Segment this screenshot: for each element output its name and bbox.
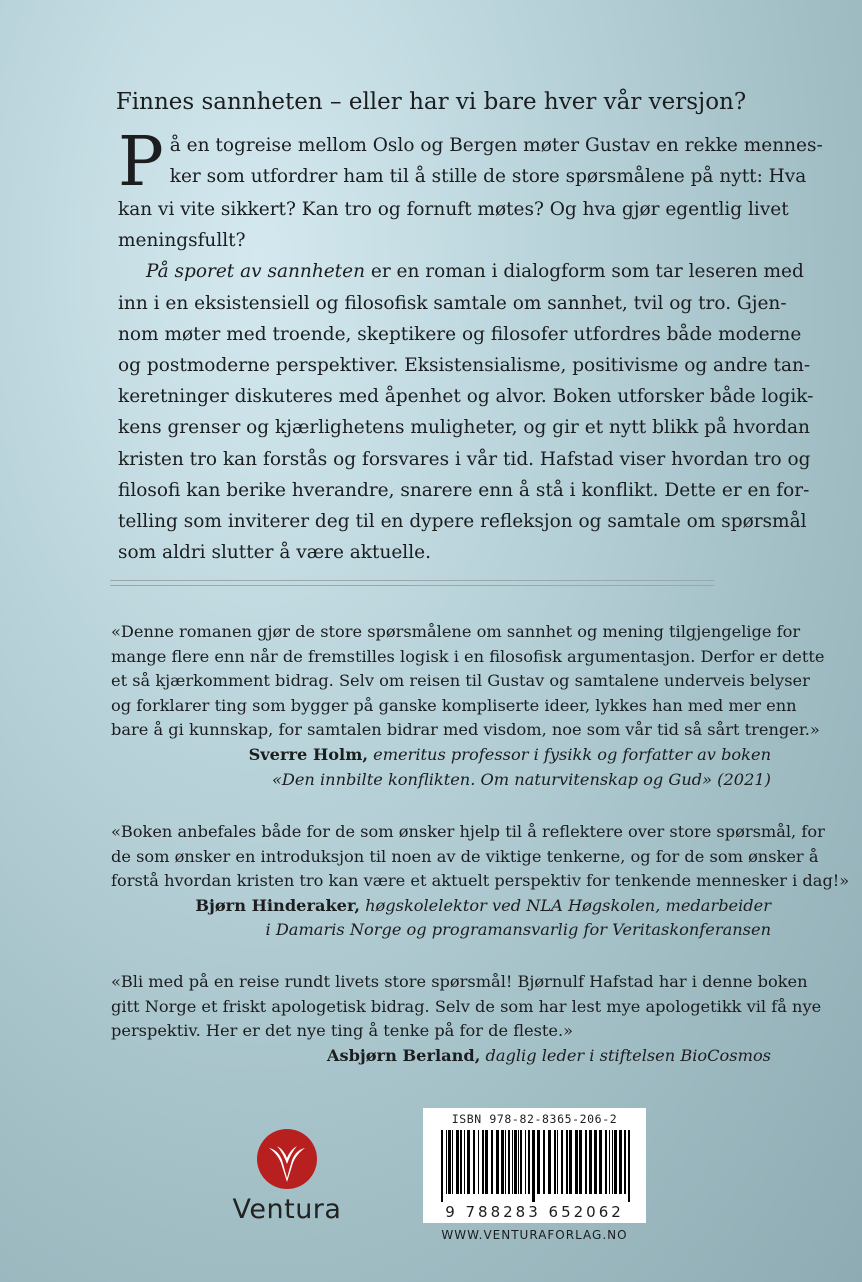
barcode-bar xyxy=(467,1130,470,1194)
quote-role: emeritus professor i fysikk og forfatter av boken xyxy=(367,744,771,764)
barcode-bar xyxy=(609,1130,610,1194)
intro-line xyxy=(118,256,804,287)
intro-line: og postmoderne perspektiver. Eksistensialisme, positivisme og andre tan- xyxy=(118,354,811,376)
barcode-bar xyxy=(599,1130,602,1194)
barcode-bar xyxy=(537,1130,540,1194)
barcode-bar xyxy=(512,1130,513,1194)
barcode-bar xyxy=(532,1130,535,1202)
quote-bjorn-hinderaker xyxy=(111,820,850,943)
barcode-bar xyxy=(514,1130,517,1194)
barcode-bar xyxy=(594,1130,597,1194)
barcode-bar xyxy=(624,1130,626,1194)
barcode-bar xyxy=(561,1130,563,1194)
barcode-bar xyxy=(460,1130,462,1194)
quote-line: «Bli med på en reise rundt livets store spørsmål! Bjørnulf Hafstad har i denne boken xyxy=(111,972,808,991)
barcode-bar xyxy=(589,1130,592,1194)
barcode-bar xyxy=(485,1130,488,1194)
barcode-bar xyxy=(569,1130,572,1194)
barcode-bar xyxy=(441,1130,443,1202)
publisher-name: Ventura xyxy=(232,1194,342,1225)
quote-sverre-holm xyxy=(111,620,825,792)
barcode-bar xyxy=(452,1130,453,1194)
barcode-bar xyxy=(619,1130,622,1194)
barcode-bar xyxy=(491,1130,493,1194)
quote-line: perspektiv. Her er det nye ting å tenke på for de fleste.» xyxy=(111,1021,574,1041)
barcode-bar xyxy=(496,1130,499,1194)
headline: Finnes sannheten – eller har vi bare hver vår versjon? xyxy=(115,89,747,115)
quote-line: «Boken anbefales både for de som ønsker hjelp til å reflektere over store spørsmål, for xyxy=(111,822,825,841)
quote-attribution xyxy=(111,1044,771,1069)
barcode-bar xyxy=(579,1130,582,1194)
isbn-barcode xyxy=(423,1108,646,1223)
barcode-bar xyxy=(456,1130,459,1194)
barcode-bar xyxy=(473,1130,475,1194)
intro-line: ker som utfordrer ham til å stille de store spørsmålene på nytt: Hva xyxy=(169,166,807,188)
quote-author: Sverre Holm, xyxy=(248,744,368,764)
quote-line: «Denne romanen gjør de store spørsmålene om sannhet og mening tilgjengelige for xyxy=(111,622,801,641)
intro-line: filosofi kan berike hverandre, snarere enn å stå i konflikt. Dette er en for- xyxy=(118,479,810,501)
book-title: På sporet av sannheten xyxy=(146,261,365,283)
barcode-bar xyxy=(585,1130,587,1194)
barcode-bar xyxy=(520,1130,522,1194)
intro-line: meningsfullt? xyxy=(118,230,246,252)
barcode-bar xyxy=(528,1130,530,1194)
intro-text xyxy=(118,123,823,568)
drop-cap: P xyxy=(118,123,164,202)
intro-line: inn i en eksistensiell og filosofisk samtale om sannhet, tvil og tro. Gjen- xyxy=(118,292,787,314)
barcode-bar xyxy=(508,1130,510,1194)
barcode-bar xyxy=(501,1130,504,1194)
intro-line: å en togreise mellom Oslo og Bergen møter Gustav en rekke mennes- xyxy=(169,135,823,156)
quote-attribution xyxy=(111,768,771,793)
quote-attribution xyxy=(111,918,771,943)
publisher-logo xyxy=(222,1128,352,1228)
quote-role: «Den innbilte konflikten. Om naturvitenskap og Gud» (2021) xyxy=(271,769,771,789)
barcode-bar xyxy=(628,1130,630,1202)
intro-line-rest: er en roman i dialogform som tar leseren med xyxy=(364,261,804,283)
ean-number: 9 788283 652062 xyxy=(445,1203,624,1221)
barcode-bar xyxy=(448,1130,451,1194)
barcode-bars xyxy=(427,1130,642,1202)
quote-line: mange flere enn når de fremstilles logisk i en filosofisk argumentasjon. Derfor er dette xyxy=(111,646,825,666)
intro-line: keretninger diskuteres med åpenhet og alvor. Boken utforsker både logik- xyxy=(118,386,814,408)
barcode-bar xyxy=(464,1130,465,1194)
quote-asbjorn-berland xyxy=(111,970,822,1068)
quote-line: gitt Norge et friskt apologetisk bidrag. Selv de som har lest mye apologetikk vil få nye xyxy=(111,996,822,1016)
isbn-label: ISBN 978-82-8365-206-2 xyxy=(451,1112,618,1126)
quote-line: forstå hvordan kristen tro kan være et aktuelt perspektiv for tenkende mennesker i dag!» xyxy=(111,871,850,891)
intro-line: telling som inviterer deg til en dypere refleksjon og samtale om spørsmål xyxy=(118,510,807,532)
barcode-bar xyxy=(543,1130,545,1194)
quote-attribution xyxy=(111,743,771,768)
quote-line: og forklarer ting som bygger på ganske kompliserte ideer, lykkes han med mer enn xyxy=(111,695,797,715)
intro-line: kan vi vite sikkert? Kan tro og fornuft møtes? Og hva gjør egentlig livet xyxy=(118,199,789,220)
quote-line: bare å gi kunnskap, for samtalen bidrar med visdom, noe som vår tid så sårt trenger.» xyxy=(111,720,820,740)
intro-line: kens grenser og kjærlighetens muligheter, og gir et nytt blikk på hvordan xyxy=(118,417,810,439)
quote-line: de som ønsker en introduksjon til noen av de viktige tenkerne, og for de som ønsker å xyxy=(111,846,819,866)
ventura-emblem-icon xyxy=(222,1128,352,1192)
barcode-bar xyxy=(525,1130,526,1194)
intro-line: kristen tro kan forstås og forsvares i vår tid. Hafstad viser hvordan tro og xyxy=(118,448,811,470)
quote-role: i Damaris Norge og programansvarlig for Veritaskonferansen xyxy=(265,920,771,940)
barcode-bar xyxy=(548,1130,551,1194)
barcode-bar xyxy=(566,1130,568,1194)
quote-author: Bjørn Hinderaker, xyxy=(195,895,360,915)
barcode-bar xyxy=(557,1130,558,1194)
intro-line: som aldri slutter å være aktuelle. xyxy=(118,542,431,564)
barcode-bar xyxy=(482,1130,484,1194)
barcode-bar xyxy=(478,1130,479,1194)
quote-attribution xyxy=(111,894,771,919)
barcode-bar xyxy=(446,1130,447,1194)
divider xyxy=(110,580,714,586)
barcode-bar xyxy=(612,1130,613,1194)
barcode-bar xyxy=(505,1130,506,1194)
barcode-bar xyxy=(614,1130,617,1194)
quote-line: et så kjærkomment bidrag. Selv om reisen til Gustav og samtalene underveis belyser xyxy=(111,671,810,691)
barcode-bar xyxy=(575,1130,578,1194)
barcode-bar xyxy=(605,1130,607,1194)
quote-role: høgskolelektor ved NLA Høgskolen, medarbeider xyxy=(359,895,771,915)
quote-role: daglig leder i stiftelsen BioCosmos xyxy=(480,1045,771,1065)
intro-line: nom møter med troende, skeptikere og filosofer utfordres både moderne xyxy=(118,323,802,345)
quote-author: Asbjørn Berland, xyxy=(326,1045,481,1065)
barcode-bar xyxy=(518,1130,519,1194)
barcode-bar xyxy=(554,1130,556,1194)
website: WWW.VENTURAFORLAG.NO xyxy=(441,1228,628,1242)
